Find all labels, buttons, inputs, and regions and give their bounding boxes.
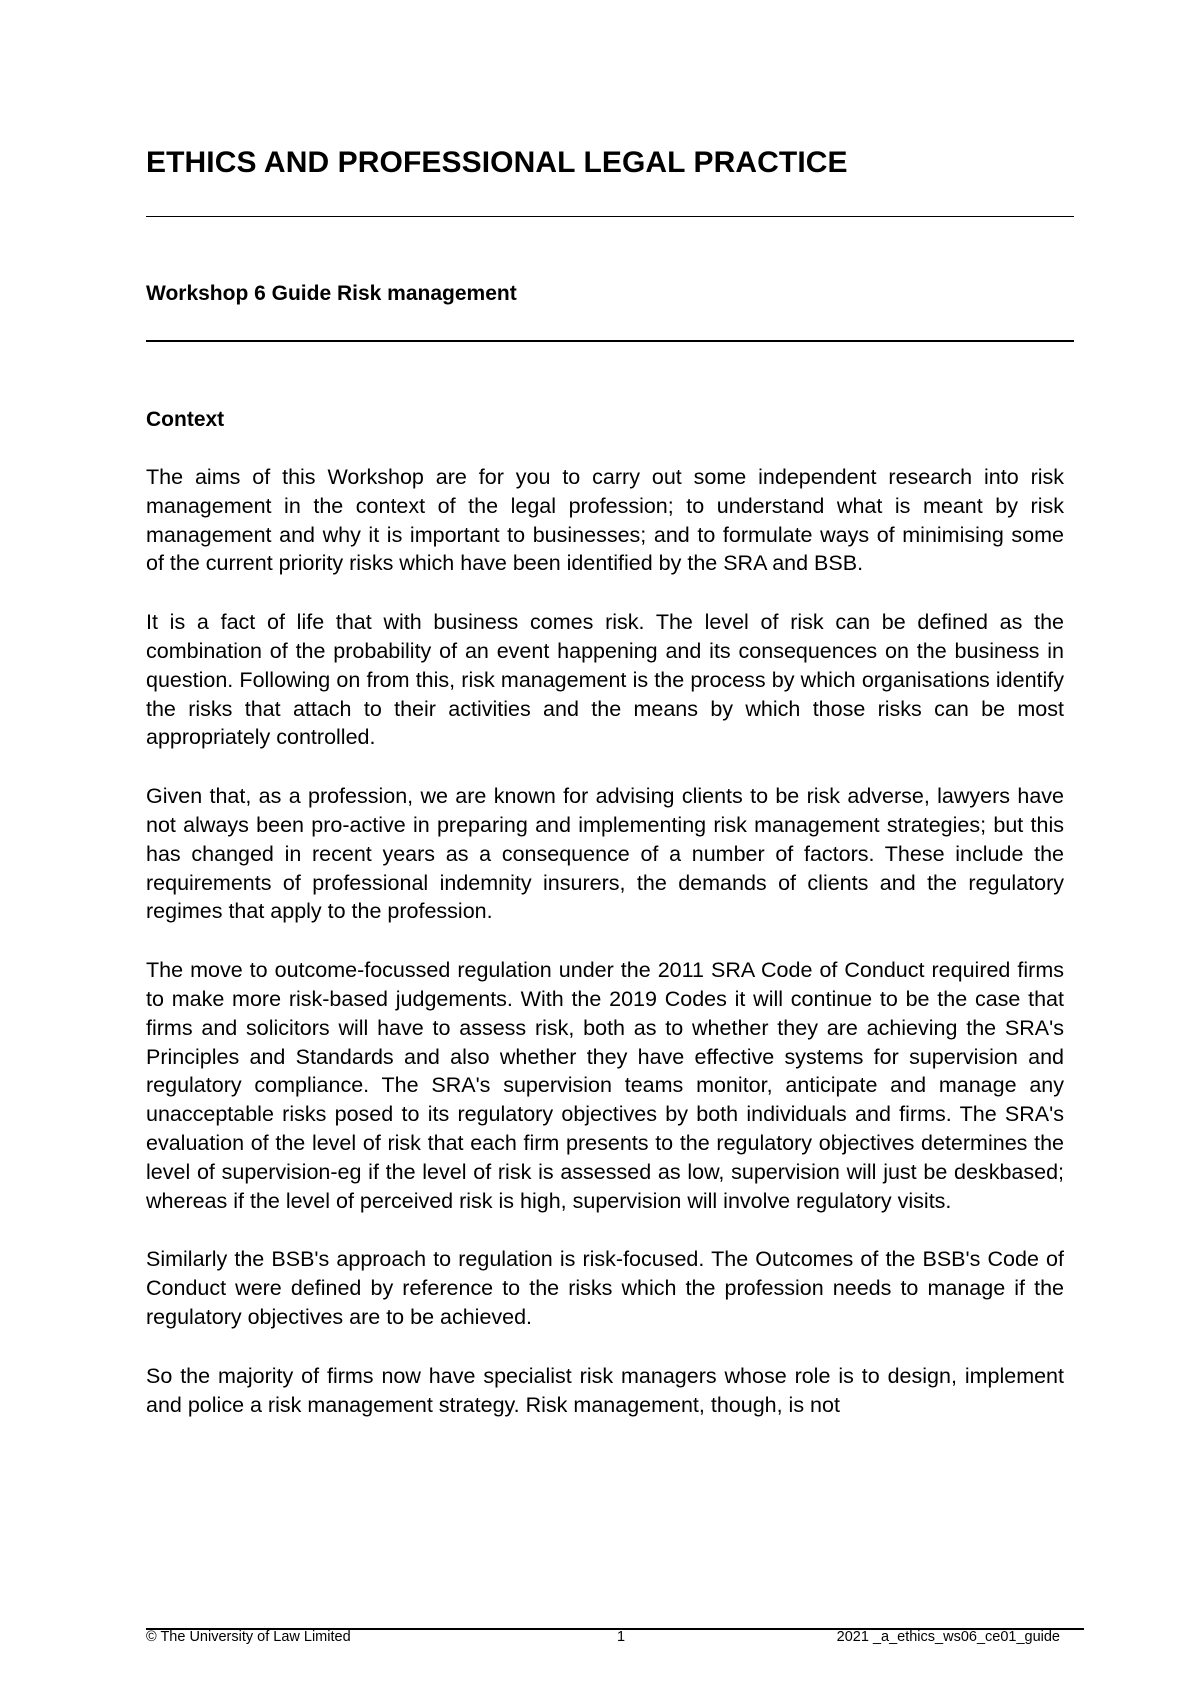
paragraph-risk-managers: So the majority of firms now have specialist risk managers whose role is to design, implement and police a risk management strategy. Risk management, though, is not <box>146 1363 1064 1417</box>
section-heading-context: Context <box>146 408 225 431</box>
paragraph-aims: The aims of this Workshop are for you to carry out some independent research into risk management in the context of the legal profession; to understand what is meant by risk management and why it is important to businesses; and to formulate ways of minimising some of the current priority risks which have been identified by the SRA and BSB. <box>146 465 1064 576</box>
document-title: ETHICS AND PROFESSIONAL LEGAL PRACTICE <box>146 146 848 179</box>
document-body <box>146 405 1064 1419</box>
paragraph-bsb-regulation: Similarly the BSB's approach to regulation is risk-focused. The Outcomes of the BSB's Code of Conduct were defined by reference to the risks which the profession needs to manage if the regulatory objectives are to be achieved. <box>146 1247 1064 1329</box>
footer-document-code: 2021 _a_ethics_ws06_ce01_guide <box>836 1629 1060 1645</box>
footer-copyright: © The University of Law Limited <box>146 1629 351 1645</box>
subtitle-divider <box>146 340 1074 342</box>
paragraph-business-risk: It is a fact of life that with business comes risk. The level of risk can be defined as the combination of the probability of an event happening and its consequences on the business in question. Following on from this, risk management is the process by which organisations identify the risks that attach to their activities and the means by which those risks can be most appropriately controlled. <box>146 610 1064 750</box>
paragraph-sra-regulation: The move to outcome-focussed regulation under the 2011 SRA Code of Conduct required firms to make more risk-based judgements. With the 2019 Codes it will continue to be the case that firms and solicitors will have to assess risk, both as to whether they are achieving the SRA's Principles and Standards and also whether they have effective systems for supervision and regulatory compliance. The SRA's supervision teams monitor, anticipate and manage any unacceptable risks posed to its regulatory objectives by both individuals and firms. The SRA's evaluation of the level of risk that each firm presents to the regulatory objectives determines the level of supervision-eg if the level of risk is assessed as low, supervision will just be deskbased; whereas if the level of perceived risk is high, supervision will involve regulatory visits. <box>146 958 1064 1213</box>
title-divider <box>146 216 1074 217</box>
document-subtitle: Workshop 6 Guide Risk management <box>146 282 517 305</box>
paragraph-profession: Given that, as a profession, we are known for advising clients to be risk adverse, lawyers have not always been pro-active in preparing and implementing risk management strategies; but this has changed in recent years as a consequence of a number of factors. These include the requirements of professional indemnity insurers, the demands of clients and the regulatory regimes that apply to the profession. <box>146 784 1064 924</box>
footer-page-number: 1 <box>617 1629 626 1645</box>
